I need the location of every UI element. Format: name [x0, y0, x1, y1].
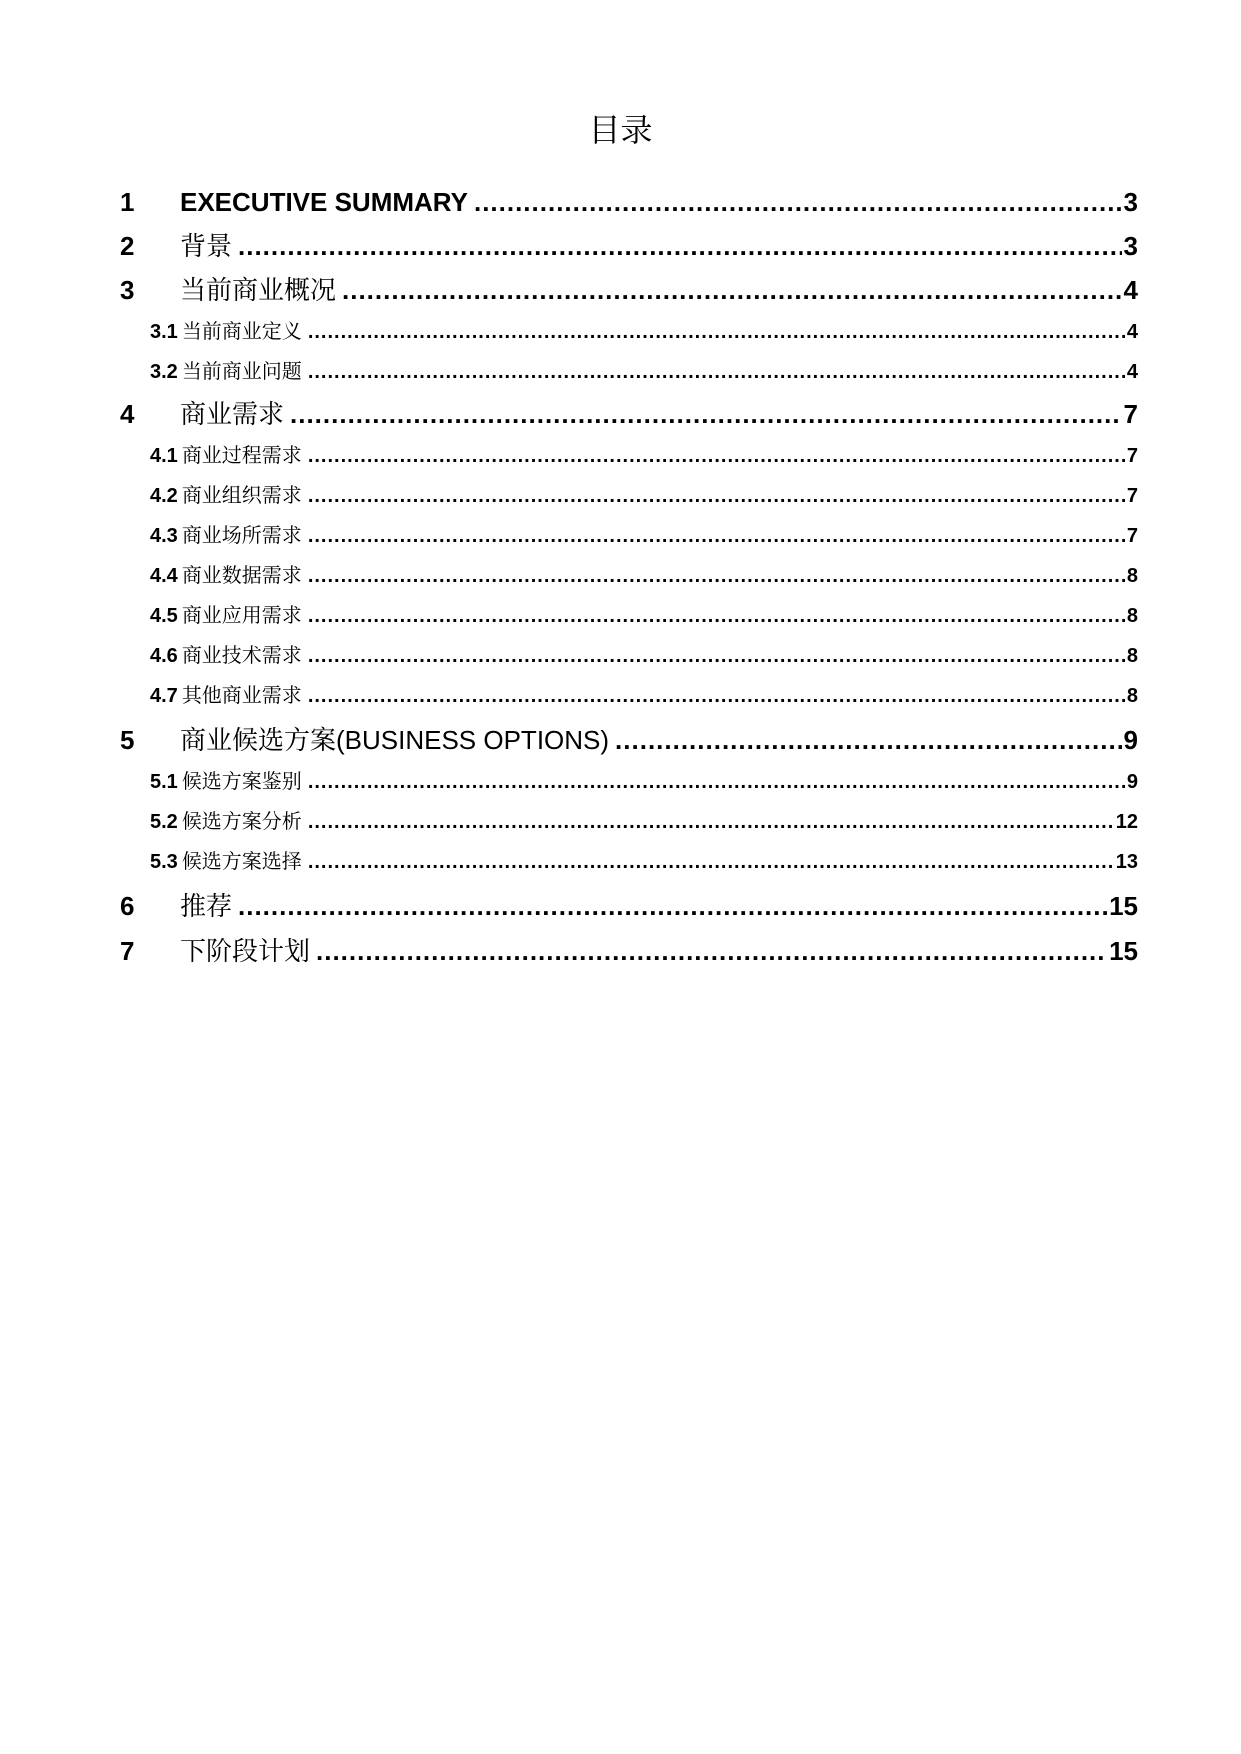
toc-entry-number: 4.3	[150, 525, 178, 547]
toc-entry-3-2[interactable]	[120, 357, 1138, 387]
toc-leader-dots	[308, 481, 1125, 511]
toc-entry-number: 4.4	[150, 565, 178, 587]
toc-entry-page: 8	[1126, 565, 1138, 587]
toc-entry-page: 12	[1115, 811, 1138, 833]
toc-entry-5[interactable]	[120, 722, 1138, 758]
toc-entry-text: 商业技术需求	[181, 645, 302, 667]
toc-entry-number: 5.3	[150, 851, 178, 873]
toc-entry-page: 15	[1109, 936, 1138, 966]
toc-entry-page: 8	[1126, 645, 1138, 667]
toc-entry-number: 4.5	[150, 605, 178, 627]
toc-entry-text: EXECUTIVE SUMMARY	[180, 187, 468, 217]
toc-leader-dots	[238, 228, 1122, 264]
toc-leader-dots	[290, 396, 1122, 432]
toc-entry-number: 4	[120, 399, 135, 429]
toc-title: 目录	[588, 111, 653, 149]
toc-leader-dots	[308, 521, 1125, 551]
toc-entry-text: 商业过程需求	[181, 445, 302, 467]
toc-entry-text: 商业场所需求	[181, 525, 302, 547]
toc-entry-text: 其他商业需求	[181, 685, 302, 707]
toc-entry-5-3[interactable]	[120, 847, 1138, 877]
toc-entry-text: 商业组织需求	[181, 485, 302, 507]
toc-entry-page: 9	[1123, 725, 1138, 755]
toc-entry-2[interactable]	[120, 228, 1138, 264]
toc-entry-number: 5	[120, 725, 135, 755]
toc-entry-4-7[interactable]	[120, 681, 1138, 711]
toc-entry-6[interactable]	[120, 888, 1138, 924]
toc-entry-4-4[interactable]	[120, 561, 1138, 591]
toc-entry-number: 1	[120, 187, 135, 217]
toc-entry-1[interactable]	[120, 184, 1138, 220]
toc-leader-dots	[308, 681, 1125, 711]
toc-entry-text: 商业需求	[180, 399, 285, 429]
toc-entry-number: 6	[120, 891, 135, 921]
toc-entry-number: 7	[120, 936, 135, 966]
toc-entry-page: 7	[1126, 485, 1138, 507]
toc-leader-dots	[342, 272, 1122, 308]
toc-entry-text: 商业候选方案(BUSINESS OPTIONS)	[180, 725, 610, 755]
toc-entry-4-1[interactable]	[120, 441, 1138, 471]
toc-leader-dots	[308, 441, 1125, 471]
toc-entry-3-1[interactable]	[120, 317, 1138, 347]
toc-entry-page: 3	[1123, 187, 1138, 217]
toc-entry-page: 7	[1126, 445, 1138, 467]
toc-entry-text: 当前商业概况	[180, 275, 337, 305]
toc-entry-number: 4.2	[150, 485, 178, 507]
toc-entry-text: 背景	[180, 231, 233, 261]
toc-entry-number: 2	[120, 231, 135, 261]
toc-entry-4-2[interactable]	[120, 481, 1138, 511]
toc-leader-dots	[308, 767, 1125, 797]
toc-leader-dots	[308, 641, 1125, 671]
toc-entry-number: 3.1	[150, 321, 178, 343]
toc-entry-5-2[interactable]	[120, 807, 1138, 837]
toc-entry-page: 8	[1126, 685, 1138, 707]
toc-entry-number: 5.1	[150, 771, 178, 793]
toc-entry-page: 9	[1126, 771, 1138, 793]
toc-entry-page: 7	[1126, 525, 1138, 547]
toc-leader-dots	[316, 933, 1107, 969]
toc-leader-dots	[308, 561, 1125, 591]
toc-entry-number: 4.6	[150, 645, 178, 667]
toc-leader-dots	[474, 184, 1122, 220]
toc-leader-dots	[308, 317, 1125, 347]
toc-entry-4-6[interactable]	[120, 641, 1138, 671]
toc-entry-7[interactable]	[120, 933, 1138, 969]
toc-entry-text: 候选方案分析	[181, 811, 302, 833]
toc-leader-dots	[238, 888, 1107, 924]
toc-leader-dots	[308, 601, 1125, 631]
toc-entry-number: 3.2	[150, 361, 178, 383]
toc-entry-4-3[interactable]	[120, 521, 1138, 551]
toc-entry-3[interactable]	[120, 272, 1138, 308]
toc-entry-text: 推荐	[180, 891, 233, 921]
toc-entry-page: 4	[1126, 361, 1138, 383]
toc-entry-page: 7	[1123, 399, 1138, 429]
toc-entry-number: 4.1	[150, 445, 178, 467]
toc-entry-page: 4	[1123, 275, 1138, 305]
toc-entry-page: 3	[1123, 231, 1138, 261]
toc-entry-4-5[interactable]	[120, 601, 1138, 631]
toc-entry-number: 5.2	[150, 811, 178, 833]
toc-entry-page: 15	[1109, 891, 1138, 921]
toc-entry-number: 4.7	[150, 685, 178, 707]
toc-leader-dots	[308, 357, 1125, 387]
toc-entry-page: 8	[1126, 605, 1138, 627]
toc-entry-text: 当前商业问题	[181, 361, 302, 383]
toc-entry-5-1[interactable]	[120, 767, 1138, 797]
toc-entry-page: 4	[1126, 321, 1138, 343]
toc-entry-text: 商业应用需求	[181, 605, 302, 627]
toc-entry-text: 候选方案选择	[181, 851, 302, 873]
toc-entry-4[interactable]	[120, 396, 1138, 432]
toc-entry-number: 3	[120, 275, 135, 305]
toc-leader-dots	[615, 722, 1121, 758]
toc-entry-text: 当前商业定义	[181, 321, 302, 343]
toc-leader-dots	[308, 847, 1114, 877]
toc-entry-page: 13	[1115, 851, 1138, 873]
toc-entry-text: 商业数据需求	[181, 565, 302, 587]
toc-entry-text: 下阶段计划	[180, 936, 311, 966]
toc-entry-text: 候选方案鉴别	[181, 771, 302, 793]
toc-leader-dots	[308, 807, 1114, 837]
